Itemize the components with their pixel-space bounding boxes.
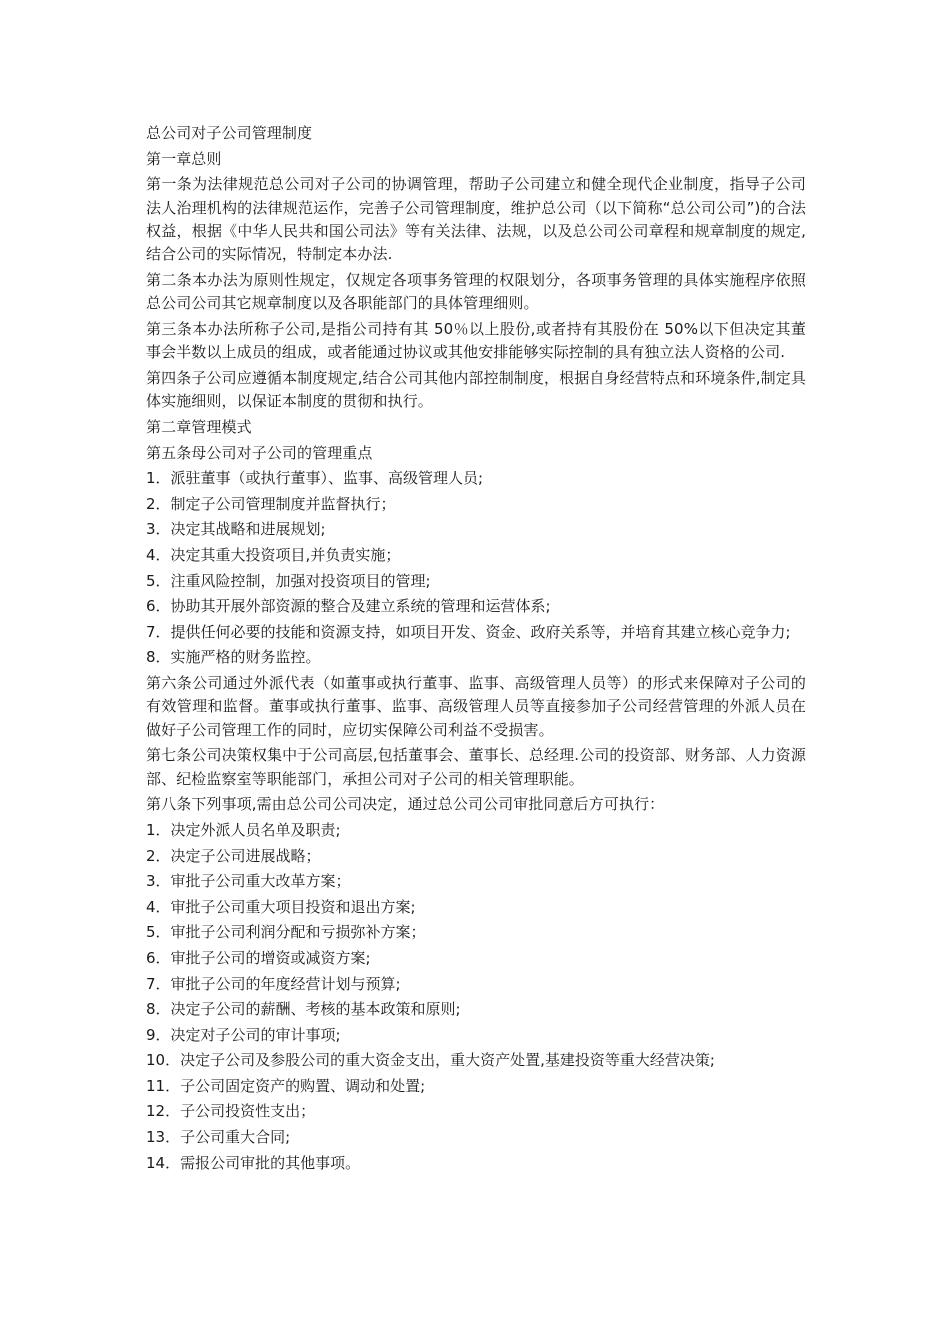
article-5: 第五条母公司对子公司的管理重点 (146, 443, 373, 462)
list-number: 2． (146, 846, 171, 865)
document-page (146, 122, 806, 1177)
list-item (146, 1075, 806, 1098)
list-number: 3． (146, 872, 171, 891)
list-item (146, 1126, 806, 1149)
list-item (146, 595, 806, 618)
list-text: 审批子公司的增资或减资方案; (170, 948, 371, 967)
list-text: 提供任何必要的技能和资源支持，如项目开发、资金、政府关系等，并培育其建立核心竞争力; (170, 622, 791, 641)
list-number: 10． (146, 1051, 181, 1070)
list-number: 6． (146, 948, 171, 967)
list-item (146, 819, 806, 842)
list-number: 4． (146, 545, 171, 564)
list-item (146, 1100, 806, 1123)
list-number: 14． (146, 1153, 181, 1172)
list-number: 2． (146, 494, 171, 513)
list-item (146, 570, 806, 593)
list-text: 子公司重大合同; (180, 1128, 291, 1147)
article-2: 第二条本办法为原则性规定，仅规定各项事务管理的权限划分，各项事务管理的具体实施程序依照总公司公司其它规章制度以及各职能部门的具体管理细则。 (146, 271, 806, 313)
list-text: 审批子公司重大改革方案； (170, 872, 351, 891)
article-3: 第三条本办法所称子公司,是指公司持有其 50％以上股份,或者持有其股份在 50%以下但决定其董事会半数以上成员的组成，或者能通过协议或其他安排能够实际控制的具有独立法人资格的公司. (146, 320, 806, 362)
list-text: 需报公司审批的其他事项。 (180, 1153, 361, 1172)
list-text: 审批子公司重大项目投资和退出方案; (170, 897, 416, 916)
list-number: 5． (146, 923, 171, 942)
list-item (146, 493, 806, 516)
list-item (146, 947, 806, 970)
list-text: 决定子公司进展战略； (170, 846, 321, 865)
article-7: 第七条公司决策权集中于公司高层,包括董事会、董事长、总经理.公司的投资部、财务部、人力资源部、纪检监察室等职能部门，承担公司对子公司的相关管理职能。 (146, 746, 806, 788)
list-item (146, 896, 806, 919)
list-text: 子公司固定资产的购置、调动和处置; (180, 1076, 426, 1095)
article-6: 第六条公司通过外派代表（如董事或执行董事、监事、高级管理人员等）的形式来保障对子公司的有效管理和监督。董事或执行董事、监事、高级管理人员等直接参加子公司经营管理的外派人员在做好子公司管理工作的同时，应切实保障公司利益不受损害。 (146, 673, 806, 739)
list-text: 审批子公司利润分配和亏损弥补方案； (170, 923, 426, 942)
list-number: 5． (146, 571, 171, 590)
list-number: 6． (146, 597, 171, 616)
list-number: 3． (146, 520, 171, 539)
list-text: 制定子公司管理制度并监督执行； (170, 494, 396, 513)
list-text: 决定其战略和进展规划; (170, 520, 326, 539)
list-item (146, 998, 806, 1021)
article-4: 第四条子公司应遵循本制度规定,结合公司其他内部控制制度，根据自身经营特点和环境条件,制定具体实施细则，以保证本制度的贯彻和执行。 (146, 369, 806, 411)
list-text: 决定子公司及参股公司的重大资金支出，重大资产处置,基建投资等重大经营决策; (180, 1051, 715, 1070)
list-text: 实施严格的财务监控。 (170, 648, 321, 667)
chapter-heading-2: 第二章管理模式 (146, 418, 252, 436)
list-number: 8． (146, 648, 171, 667)
list-number: 11． (146, 1076, 181, 1095)
document-title: 总公司对子公司管理制度 (146, 124, 313, 142)
list-number: 7． (146, 622, 171, 641)
list-text: 审批子公司的年度经营计划与预算; (170, 974, 401, 993)
list-item (146, 467, 806, 490)
list-text: 注重风险控制，加强对投资项目的管理; (170, 571, 431, 590)
list-item (146, 1049, 806, 1072)
list-item (146, 621, 806, 644)
list-number: 13． (146, 1128, 181, 1147)
list-number: 4． (146, 897, 171, 916)
article-8-list (146, 819, 806, 1175)
list-number: 8． (146, 1000, 171, 1019)
list-number: 1． (146, 820, 171, 839)
list-item (146, 973, 806, 996)
list-text: 决定其重大投资项目,并负责实施； (170, 545, 401, 564)
list-text: 派驻董事（或执行董事）、监事、高级管理人员; (170, 469, 484, 488)
list-text: 决定对子公司的审计事项; (170, 1025, 341, 1044)
list-text: 协助其开展外部资源的整合及建立系统的管理和运营体系; (170, 597, 551, 616)
list-item (146, 544, 806, 567)
list-item (146, 1024, 806, 1047)
list-item (146, 845, 806, 868)
list-number: 7． (146, 974, 171, 993)
article-1: 第一条为法律规范总公司对子公司的协调管理，帮助子公司建立和健全现代企业制度，指导子公司法人治理机构的法律规范运作，完善子公司管理制度，维护总公司（以下简称“总公司公司”)的合法权益，根据《中华人民共和国公司法》等有关法律、法规，以及总公司公司章程和规章制度的规定,结合公司的实际情况，特制定本办法. (146, 175, 806, 264)
list-item (146, 646, 806, 669)
list-text: 决定子公司的薪酬、考核的基本政策和原则; (170, 1000, 461, 1019)
list-number: 9． (146, 1025, 171, 1044)
list-text: 子公司投资性支出； (180, 1102, 316, 1121)
list-item (146, 921, 806, 944)
list-text: 决定外派人员名单及职责; (170, 820, 341, 839)
list-number: 1． (146, 469, 171, 488)
list-number: 12． (146, 1102, 181, 1121)
list-item (146, 1152, 806, 1175)
article-8: 第八条下列事项,需由总公司公司决定，通过总公司公司审批同意后方可执行： (146, 795, 665, 814)
chapter-heading-1: 第一章总则 (146, 149, 222, 168)
list-item (146, 870, 806, 893)
list-item (146, 518, 806, 541)
article-5-list (146, 467, 806, 670)
